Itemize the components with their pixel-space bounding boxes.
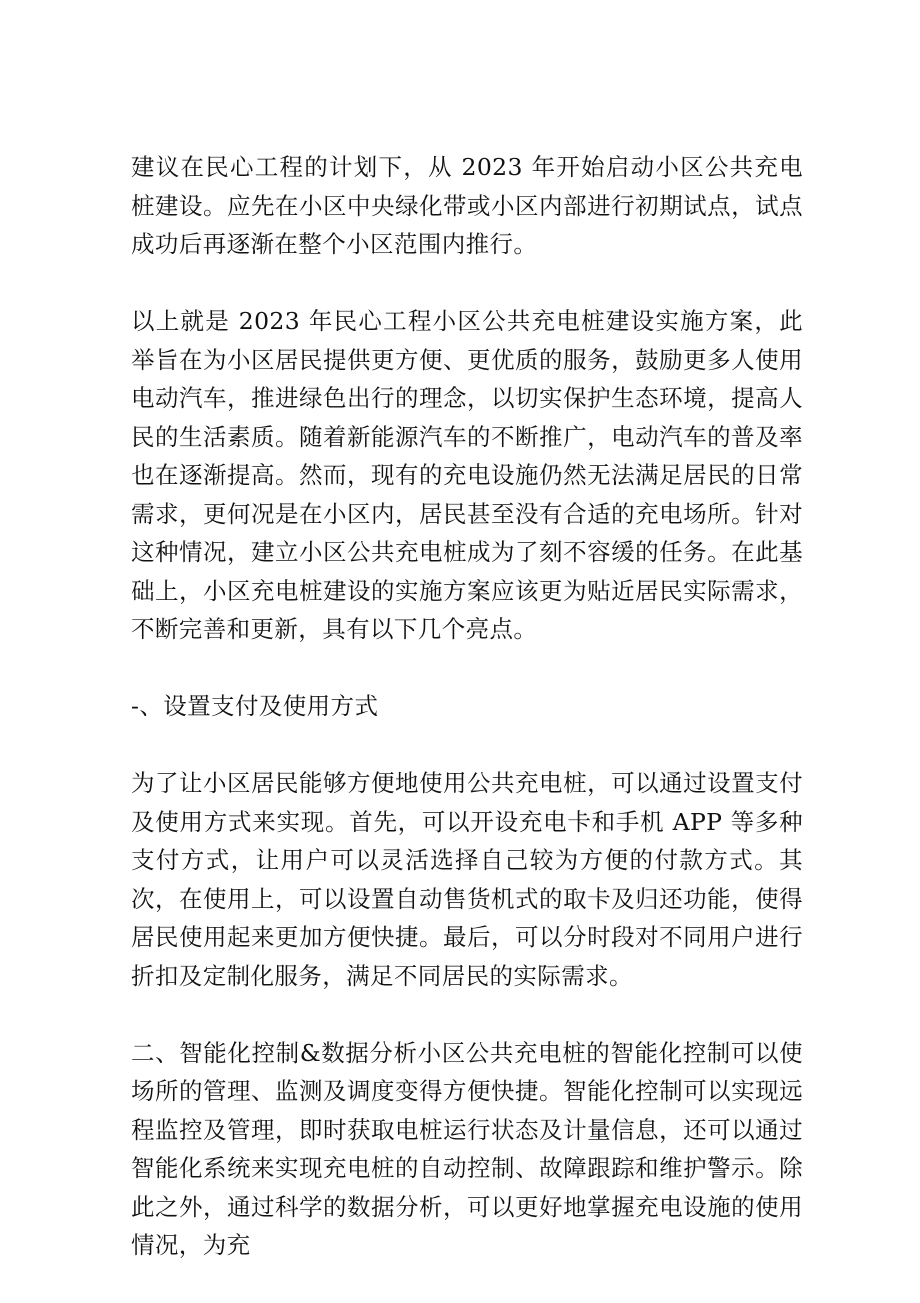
paragraph-summary: 以上就是 2023 年民心工程小区公共充电桩建设实施方案，此举旨在为小区居民提供更方便、更优质的服务，鼓励更多人使用电动汽车，推进绿色出行的理念，以切实保护生态环境，提高人民的生活素质。随着新能源汽车的不断推广，电动汽车的普及率也在逐渐提高。然而，现有的充电设施仍然无法满足居民的日常需求，更何况是在小区内，居民甚至没有合适的充电场所。针对这种情况，建立小区公共充电桩成为了刻不容缓的任务。在此基础上，小区充电桩建设的实施方案应该更为贴近居民实际需求，不断完善和更新，具有以下几个亮点。 [131, 307, 803, 643]
paragraph-payment: 为了让小区居民能够方便地使用公共充电桩，可以通过设置支付及使用方式来实现。首先，可以开设充电卡和手机 APP 等多种支付方式，让用户可以灵活选择自己较为方便的付款方式。其次，在使用上，可以设置自动售货机式的取卡及归还功能，使得居民使用起来更加方便快捷。最后，可以分时段对不同用户进行折扣及定制化服务，满足不同居民的实际需求。 [131, 769, 803, 990]
section-heading-payment: -、设置支付及使用方式 [131, 692, 379, 720]
paragraph-pilot-plan: 建议在民心工程的计划下，从 2023 年开始启动小区公共充电桩建设。应先在小区中央绿化带或小区内部进行初期试点，试点成功后再逐渐在整个小区范围内推行。 [131, 153, 803, 258]
paragraph-smart-control: 二、智能化控制&数据分析小区公共充电桩的智能化控制可以使场所的管理、监测及调度变得方便快捷。智能化控制可以实现远程监控及管理，即时获取电桩运行状态及计量信息，还可以通过智能化系统来实现充电桩的自动控制、故障跟踪和维护警示。除此之外，通过科学的数据分析，可以更好地掌握充电设施的使用情况，为充 [131, 1038, 803, 1259]
document-body [131, 148, 803, 1303]
